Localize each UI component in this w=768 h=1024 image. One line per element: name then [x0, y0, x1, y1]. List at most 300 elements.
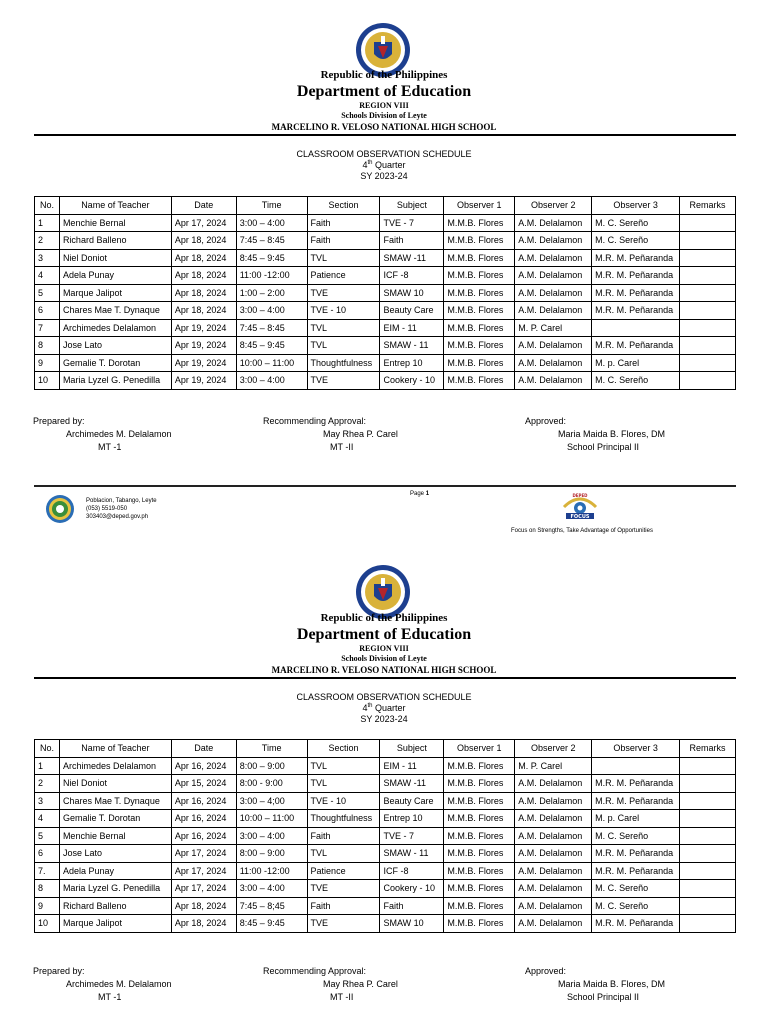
- table-row: [35, 827, 736, 845]
- table-cell: Adela Punay: [59, 862, 171, 880]
- table-cell: M.M.B. Flores: [444, 757, 515, 775]
- table-cell: M.M.B. Flores: [444, 249, 515, 267]
- table-cell: 7: [35, 319, 60, 337]
- table-cell: [680, 319, 736, 337]
- table-cell: Faith: [307, 827, 380, 845]
- quarter-number: 4: [362, 703, 368, 713]
- table-cell: Faith: [380, 897, 444, 915]
- table-cell: 8:45 – 9:45: [236, 337, 307, 355]
- table-row: [35, 775, 736, 793]
- column-header: Observer 3: [592, 197, 680, 215]
- table-cell: M.M.B. Flores: [444, 775, 515, 793]
- table-cell: [680, 897, 736, 915]
- table-cell: Apr 18, 2024: [171, 267, 236, 285]
- table-cell: Apr 19, 2024: [171, 337, 236, 355]
- table-cell: M.M.B. Flores: [444, 792, 515, 810]
- table-row: [35, 845, 736, 863]
- table-cell: TVE - 7: [380, 827, 444, 845]
- table-cell: M.R. M. Peñaranda: [592, 862, 680, 880]
- table-cell: M. C. Sereño: [592, 214, 680, 232]
- footer-motto: Focus on Strengths, Take Advantage of Opportunities: [511, 528, 653, 534]
- table-row: [35, 214, 736, 232]
- quarter-label: [0, 703, 768, 713]
- table-cell: 11:00 -12:00: [236, 267, 307, 285]
- table-cell: M. C. Sereño: [592, 880, 680, 898]
- table-cell: Jose Lato: [59, 337, 171, 355]
- table-cell: Faith: [307, 897, 380, 915]
- table-cell: A.M. Delalamon: [515, 354, 592, 372]
- table-cell: [680, 214, 736, 232]
- table-cell: A.M. Delalamon: [515, 337, 592, 355]
- table-row: [35, 319, 736, 337]
- table-row: [35, 862, 736, 880]
- table-cell: Apr 17, 2024: [171, 862, 236, 880]
- table-cell: A.M. Delalamon: [515, 880, 592, 898]
- observation-schedule-table-2: [34, 739, 736, 933]
- table-cell: [680, 372, 736, 390]
- table-cell: M.M.B. Flores: [444, 354, 515, 372]
- table-body: [35, 757, 736, 932]
- table-cell: 6: [35, 302, 60, 320]
- page-label: Page: [410, 491, 426, 497]
- table-cell: Maria Lyzel G. Penedilla: [59, 372, 171, 390]
- table-cell: SMAW 10: [380, 284, 444, 302]
- table-cell: SMAW - 11: [380, 845, 444, 863]
- table-cell: [680, 267, 736, 285]
- table-cell: Chares Mae T. Dynaque: [59, 302, 171, 320]
- column-header: Date: [171, 740, 236, 758]
- prepared-by-label: Prepared by:: [33, 416, 85, 426]
- table-cell: 1: [35, 214, 60, 232]
- table-cell: Faith: [380, 232, 444, 250]
- column-header: No.: [35, 740, 60, 758]
- recommending-name: May Rhea P. Carel: [323, 429, 398, 439]
- table-cell: Entrep 10: [380, 810, 444, 828]
- table-cell: TVL: [307, 337, 380, 355]
- table-cell: M.M.B. Flores: [444, 880, 515, 898]
- table-cell: 1: [35, 757, 60, 775]
- approved-title: School Principal II: [567, 442, 640, 452]
- table-cell: Menchie Bernal: [59, 827, 171, 845]
- table-cell: Apr 18, 2024: [171, 249, 236, 267]
- table-cell: Thoughtfulness: [307, 354, 380, 372]
- school-heading: MARCELINO R. VELOSO NATIONAL HIGH SCHOOL: [271, 665, 497, 675]
- table-body: [35, 214, 736, 389]
- table-cell: M.R. M. Peñaranda: [592, 284, 680, 302]
- approved-label: Approved:: [525, 416, 567, 426]
- table-cell: TVL: [307, 249, 380, 267]
- table-cell: 9: [35, 354, 60, 372]
- table-cell: M.M.B. Flores: [444, 337, 515, 355]
- table-cell: M. P. Carel: [515, 757, 592, 775]
- table-cell: M.M.B. Flores: [444, 845, 515, 863]
- column-header: Section: [307, 197, 380, 215]
- table-cell: TVE: [307, 915, 380, 933]
- column-header: Observer 1: [444, 197, 515, 215]
- column-header: Time: [236, 197, 307, 215]
- table-cell: TVL: [307, 845, 380, 863]
- table-cell: 8:00 – 9:00: [236, 845, 307, 863]
- table-cell: 3: [35, 249, 60, 267]
- table-cell: Adela Punay: [59, 267, 171, 285]
- table-row: [35, 897, 736, 915]
- table-row: [35, 302, 736, 320]
- table-cell: A.M. Delalamon: [515, 897, 592, 915]
- table-cell: 10:00 – 11:00: [236, 810, 307, 828]
- quarter-word: Quarter: [372, 703, 406, 713]
- region-heading: REGION VIII: [359, 644, 409, 653]
- table-cell: Apr 18, 2024: [171, 897, 236, 915]
- table-header-row: [35, 197, 736, 215]
- prepared-by-name: Archimedes M. Delalamon: [66, 979, 172, 989]
- table-cell: A.M. Delalamon: [515, 302, 592, 320]
- table-row: [35, 880, 736, 898]
- table-cell: TVL: [307, 757, 380, 775]
- table-cell: 3:00 – 4:00: [236, 372, 307, 390]
- table-cell: M.R. M. Peñaranda: [592, 845, 680, 863]
- table-row: [35, 915, 736, 933]
- table-cell: 7:45 – 8:45: [236, 232, 307, 250]
- focus-logo-word: FOCUS: [570, 514, 590, 521]
- table-cell: [680, 810, 736, 828]
- table-cell: Archimedes Delalamon: [59, 319, 171, 337]
- table-cell: 4: [35, 810, 60, 828]
- column-header: Remarks: [680, 740, 736, 758]
- table-cell: EIM - 11: [380, 319, 444, 337]
- table-cell: Apr 16, 2024: [171, 827, 236, 845]
- table-cell: M. C. Sereño: [592, 372, 680, 390]
- schedule-title: CLASSROOM OBSERVATION SCHEDULE: [296, 149, 472, 159]
- column-header: Name of Teacher: [59, 740, 171, 758]
- table-cell: M.M.B. Flores: [444, 302, 515, 320]
- table-cell: Apr 16, 2024: [171, 757, 236, 775]
- table-cell: Maria Lyzel G. Penedilla: [59, 880, 171, 898]
- table-cell: 3: [35, 792, 60, 810]
- table-row: [35, 267, 736, 285]
- table-cell: 3:00 – 4:00: [236, 302, 307, 320]
- republic-heading: Republic of the Philippines: [320, 69, 448, 81]
- table-row: [35, 249, 736, 267]
- table-cell: ICF -8: [380, 267, 444, 285]
- prepared-by-name: Archimedes M. Delalamon: [66, 429, 172, 439]
- table-row: [35, 354, 736, 372]
- table-cell: M.R. M. Peñaranda: [592, 792, 680, 810]
- table-cell: Apr 18, 2024: [171, 302, 236, 320]
- table-cell: Apr 19, 2024: [171, 319, 236, 337]
- division-heading: Schools Division of Leyte: [341, 654, 427, 663]
- table-cell: 9: [35, 897, 60, 915]
- table-cell: M.M.B. Flores: [444, 267, 515, 285]
- table-cell: 8:45 – 9:45: [236, 915, 307, 933]
- table-cell: 3:00 – 4:00: [236, 880, 307, 898]
- table-cell: SMAW -11: [380, 775, 444, 793]
- table-row: [35, 232, 736, 250]
- table-cell: 2: [35, 775, 60, 793]
- table-cell: Patience: [307, 267, 380, 285]
- approved-label: Approved:: [525, 966, 567, 976]
- table-cell: [680, 232, 736, 250]
- table-cell: Jose Lato: [59, 845, 171, 863]
- table-cell: TVE - 7: [380, 214, 444, 232]
- quarter-label: [0, 160, 768, 170]
- table-cell: M. p. Carel: [592, 354, 680, 372]
- table-cell: 8: [35, 880, 60, 898]
- table-cell: [592, 319, 680, 337]
- approved-name: Maria Maida B. Flores, DM: [558, 979, 666, 989]
- table-cell: SMAW 10: [380, 915, 444, 933]
- prepared-by-title: MT -1: [98, 442, 122, 452]
- table-cell: 5: [35, 284, 60, 302]
- department-heading: Department of Education: [296, 626, 472, 643]
- table-cell: [592, 757, 680, 775]
- table-cell: M. C. Sereño: [592, 232, 680, 250]
- table-cell: A.M. Delalamon: [515, 284, 592, 302]
- approved-title: School Principal II: [567, 992, 640, 1002]
- table-cell: [680, 845, 736, 863]
- footer-rule: [34, 485, 736, 487]
- prepared-by-label: Prepared by:: [33, 966, 85, 976]
- table-cell: Apr 15, 2024: [171, 775, 236, 793]
- table-cell: SMAW - 11: [380, 337, 444, 355]
- table-row: [35, 810, 736, 828]
- focus-logo-top: DEPED: [572, 493, 588, 498]
- table-cell: A.M. Delalamon: [515, 862, 592, 880]
- table-cell: M.R. M. Peñaranda: [592, 302, 680, 320]
- table-cell: [680, 915, 736, 933]
- table-cell: TVL: [307, 775, 380, 793]
- column-header: Section: [307, 740, 380, 758]
- table-cell: 8:45 – 9:45: [236, 249, 307, 267]
- table-cell: A.M. Delalamon: [515, 232, 592, 250]
- table-cell: Gemalie T. Dorotan: [59, 354, 171, 372]
- table-row: [35, 337, 736, 355]
- table-cell: Richard Balleno: [59, 897, 171, 915]
- table-cell: M. P. Carel: [515, 319, 592, 337]
- header-rule: [34, 677, 736, 679]
- focus-logo-icon: [560, 491, 600, 521]
- table-header-row: [35, 740, 736, 758]
- table-cell: Niel Doniot: [59, 249, 171, 267]
- table-cell: A.M. Delalamon: [515, 845, 592, 863]
- table-row: [35, 372, 736, 390]
- table-cell: [680, 862, 736, 880]
- table-cell: 10: [35, 372, 60, 390]
- column-header: Observer 2: [515, 740, 592, 758]
- table-cell: Apr 17, 2024: [171, 845, 236, 863]
- quarter-word: Quarter: [372, 160, 406, 170]
- table-cell: Chares Mae T. Dynaque: [59, 792, 171, 810]
- observation-schedule-table-1: [34, 196, 736, 390]
- table-cell: M. C. Sereño: [592, 897, 680, 915]
- table-cell: Apr 18, 2024: [171, 232, 236, 250]
- table-cell: 3:00 – 4;00: [236, 792, 307, 810]
- table-cell: M.M.B. Flores: [444, 284, 515, 302]
- table-cell: Beauty Care: [380, 302, 444, 320]
- table-cell: M.M.B. Flores: [444, 827, 515, 845]
- recommending-name: May Rhea P. Carel: [323, 979, 398, 989]
- table-cell: [680, 775, 736, 793]
- table-cell: [680, 284, 736, 302]
- footer-contact: [86, 497, 157, 521]
- table-cell: M.M.B. Flores: [444, 915, 515, 933]
- table-cell: 6: [35, 845, 60, 863]
- table-cell: Apr 18, 2024: [171, 284, 236, 302]
- page-number: 1: [425, 491, 430, 497]
- table-cell: [680, 757, 736, 775]
- table-cell: [680, 249, 736, 267]
- footer-email: 303403@deped.gov.ph: [86, 514, 149, 520]
- table-cell: Faith: [307, 214, 380, 232]
- table-cell: Apr 19, 2024: [171, 372, 236, 390]
- table-cell: 7:45 – 8;45: [236, 897, 307, 915]
- table-cell: Richard Balleno: [59, 232, 171, 250]
- table-cell: Menchie Bernal: [59, 214, 171, 232]
- table-cell: [680, 880, 736, 898]
- table-cell: TVE - 10: [307, 302, 380, 320]
- table-cell: Thoughtfulness: [307, 810, 380, 828]
- table-cell: Apr 18, 2024: [171, 915, 236, 933]
- table-cell: 3:00 – 4:00: [236, 214, 307, 232]
- table-cell: [680, 354, 736, 372]
- column-header: Time: [236, 740, 307, 758]
- column-header: Observer 1: [444, 740, 515, 758]
- table-cell: M.M.B. Flores: [444, 862, 515, 880]
- table-cell: [680, 337, 736, 355]
- table-cell: A.M. Delalamon: [515, 915, 592, 933]
- republic-heading: Republic of the Philippines: [320, 612, 448, 624]
- table-cell: Entrep 10: [380, 354, 444, 372]
- column-header: Subject: [380, 197, 444, 215]
- prepared-by-title: MT -1: [98, 992, 122, 1002]
- table-cell: A.M. Delalamon: [515, 810, 592, 828]
- school-year: SY 2023-24: [360, 171, 408, 181]
- table-cell: A.M. Delalamon: [515, 214, 592, 232]
- table-cell: 1:00 – 2:00: [236, 284, 307, 302]
- table-cell: M.M.B. Flores: [444, 214, 515, 232]
- table-cell: Apr 16, 2024: [171, 792, 236, 810]
- column-header: Subject: [380, 740, 444, 758]
- header-rule: [34, 134, 736, 136]
- table-cell: 7.: [35, 862, 60, 880]
- table-cell: TVL: [307, 319, 380, 337]
- quarter-number: 4: [362, 160, 368, 170]
- quarter-suffix: th: [367, 703, 373, 709]
- recommending-label: Recommending Approval:: [263, 966, 367, 976]
- table-cell: Marque Jalipot: [59, 915, 171, 933]
- table-cell: A.M. Delalamon: [515, 775, 592, 793]
- table-cell: Marque Jalipot: [59, 284, 171, 302]
- quarter-suffix: th: [367, 160, 373, 166]
- table-cell: [680, 827, 736, 845]
- table-cell: M.M.B. Flores: [444, 372, 515, 390]
- table-cell: M.R. M. Peñaranda: [592, 775, 680, 793]
- school-year: SY 2023-24: [360, 714, 408, 724]
- table-cell: Apr 16, 2024: [171, 810, 236, 828]
- table-cell: 5: [35, 827, 60, 845]
- table-cell: Apr 17, 2024: [171, 880, 236, 898]
- page-number-label: [410, 491, 429, 497]
- table-cell: M.M.B. Flores: [444, 232, 515, 250]
- table-cell: M.M.B. Flores: [444, 810, 515, 828]
- table-cell: M.M.B. Flores: [444, 897, 515, 915]
- column-header: Observer 3: [592, 740, 680, 758]
- table-cell: TVE: [307, 372, 380, 390]
- table-cell: Patience: [307, 862, 380, 880]
- footer-phone: (053) 5519-050: [86, 506, 128, 512]
- table-cell: Cookery - 10: [380, 372, 444, 390]
- table-cell: M. C. Sereño: [592, 827, 680, 845]
- table-cell: Niel Doniot: [59, 775, 171, 793]
- table-cell: M.R. M. Peñaranda: [592, 337, 680, 355]
- table-cell: 11:00 -12:00: [236, 862, 307, 880]
- table-cell: [680, 792, 736, 810]
- table-cell: [680, 302, 736, 320]
- table-cell: EIM - 11: [380, 757, 444, 775]
- table-cell: M. p. Carel: [592, 810, 680, 828]
- table-cell: ICF -8: [380, 862, 444, 880]
- table-cell: Cookery - 10: [380, 880, 444, 898]
- table-cell: M.R. M. Peñaranda: [592, 249, 680, 267]
- column-header: Remarks: [680, 197, 736, 215]
- table-row: [35, 757, 736, 775]
- table-cell: A.M. Delalamon: [515, 827, 592, 845]
- table-cell: A.M. Delalamon: [515, 249, 592, 267]
- table-cell: Apr 19, 2024: [171, 354, 236, 372]
- table-cell: Faith: [307, 232, 380, 250]
- school-logo-icon: [45, 494, 75, 524]
- schedule-title: CLASSROOM OBSERVATION SCHEDULE: [296, 692, 472, 702]
- column-header: Name of Teacher: [59, 197, 171, 215]
- table-cell: A.M. Delalamon: [515, 372, 592, 390]
- column-header: No.: [35, 197, 60, 215]
- table-cell: 8:00 - 9:00: [236, 775, 307, 793]
- column-header: Observer 2: [515, 197, 592, 215]
- table-cell: TVE: [307, 880, 380, 898]
- footer-address: Poblacion, Tabango, Leyte: [86, 498, 157, 504]
- school-heading: MARCELINO R. VELOSO NATIONAL HIGH SCHOOL: [271, 122, 497, 132]
- table-cell: TVE: [307, 284, 380, 302]
- table-row: [35, 792, 736, 810]
- table-cell: 7:45 – 8:45: [236, 319, 307, 337]
- department-heading: Department of Education: [296, 83, 472, 100]
- table-cell: M.M.B. Flores: [444, 319, 515, 337]
- table-cell: Archimedes Delalamon: [59, 757, 171, 775]
- column-header: Date: [171, 197, 236, 215]
- table-cell: M.R. M. Peñaranda: [592, 915, 680, 933]
- recommending-title: MT -II: [330, 992, 354, 1002]
- table-cell: SMAW -11: [380, 249, 444, 267]
- table-cell: M.R. M. Peñaranda: [592, 267, 680, 285]
- division-heading: Schools Division of Leyte: [341, 111, 427, 120]
- table-cell: 8:00 – 9:00: [236, 757, 307, 775]
- table-cell: 4: [35, 267, 60, 285]
- table-cell: A.M. Delalamon: [515, 267, 592, 285]
- table-cell: Beauty Care: [380, 792, 444, 810]
- table-cell: 3:00 – 4:00: [236, 827, 307, 845]
- region-heading: REGION VIII: [359, 101, 409, 110]
- recommending-title: MT -II: [330, 442, 354, 452]
- table-cell: A.M. Delalamon: [515, 792, 592, 810]
- table-cell: 10:00 – 11:00: [236, 354, 307, 372]
- table-cell: 2: [35, 232, 60, 250]
- approved-name: Maria Maida B. Flores, DM: [558, 429, 666, 439]
- table-cell: 10: [35, 915, 60, 933]
- table-row: [35, 284, 736, 302]
- table-cell: TVE - 10: [307, 792, 380, 810]
- table-cell: Gemalie T. Dorotan: [59, 810, 171, 828]
- table-cell: Apr 17, 2024: [171, 214, 236, 232]
- recommending-label: Recommending Approval:: [263, 416, 367, 426]
